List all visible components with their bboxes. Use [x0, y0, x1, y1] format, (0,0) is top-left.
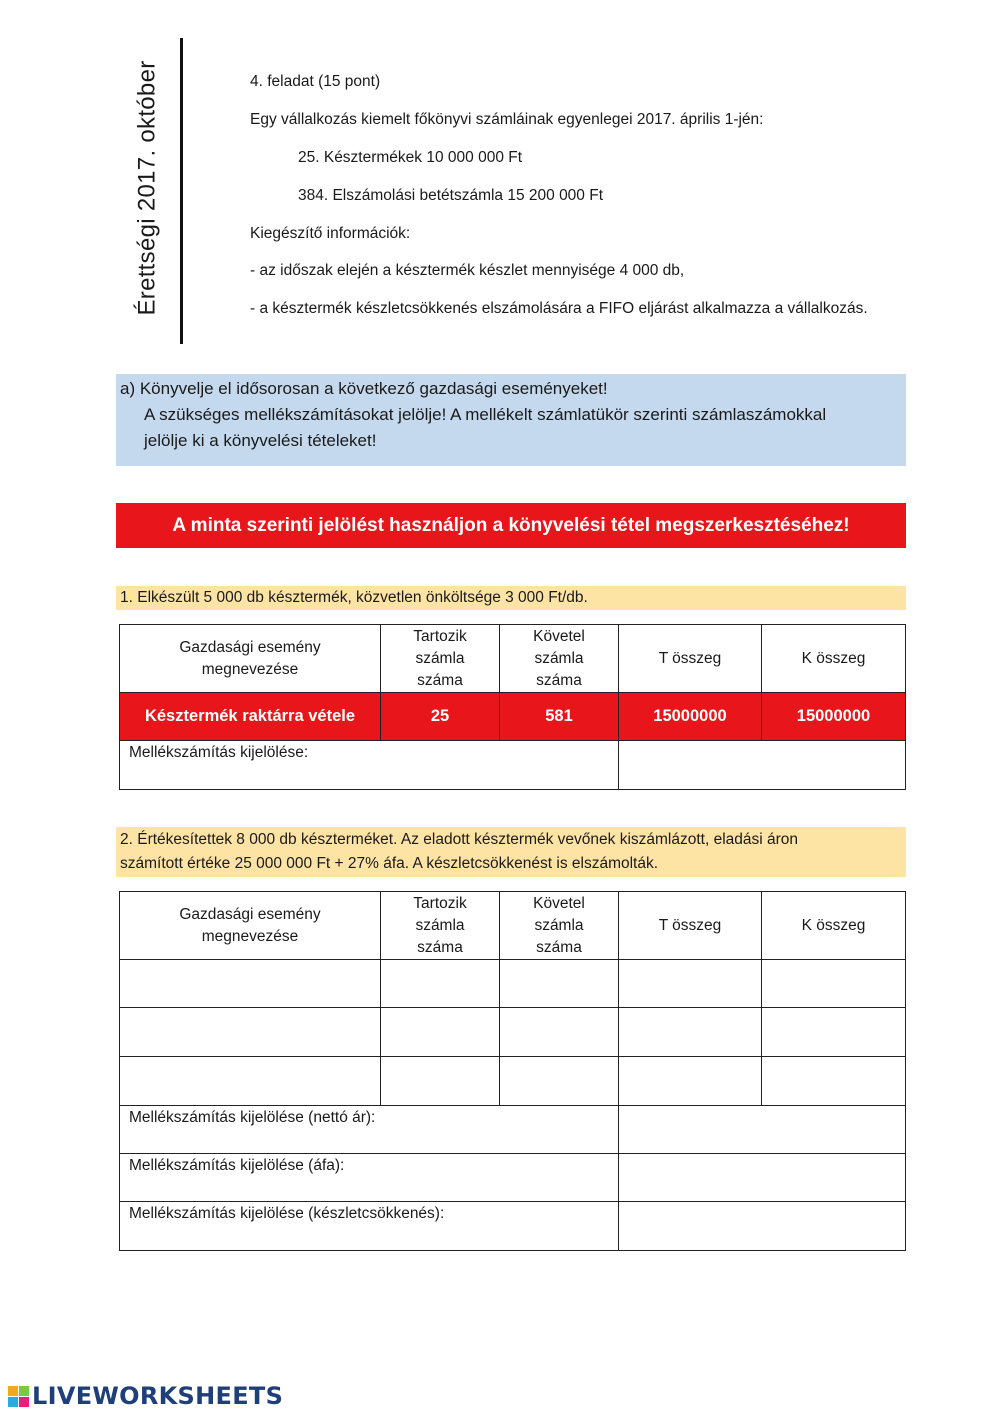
- header-event: Gazdasági esemény megnevezése: [120, 892, 381, 960]
- ledger-table-1: [119, 624, 906, 790]
- side-title: [128, 42, 168, 334]
- example-credit-amount: 15000000: [762, 693, 906, 741]
- example-debit-amount: 15000000: [619, 693, 762, 741]
- entry-row: [120, 1008, 906, 1057]
- example-row: [120, 693, 906, 741]
- event-input-cell[interactable]: [120, 1057, 381, 1106]
- debit-amount-input-cell[interactable]: [619, 1057, 762, 1106]
- balance-item: 384. Elszámolási betétszámla 15 200 000 Ft: [298, 187, 604, 204]
- credit-account-input-cell[interactable]: [500, 1008, 619, 1057]
- example-debit-account: 25: [381, 693, 500, 741]
- logo-text: LIVEWORKSHEETS: [32, 1382, 284, 1410]
- credit-amount-input-cell[interactable]: [762, 960, 906, 1008]
- credit-account-input-cell[interactable]: [500, 1057, 619, 1106]
- note-net-answer-field[interactable]: [619, 1106, 906, 1154]
- balance-item: 25. Késztermékek 10 000 000 Ft: [298, 149, 523, 166]
- instruction-line: a) Könyvelje el idősorosan a következő gazdasági eseményeket!: [120, 379, 608, 398]
- task-heading: 4. feladat (15 pont): [250, 73, 381, 90]
- header-event: Gazdasági esemény megnevezése: [120, 625, 381, 693]
- instruction-line: jelölje ki a könyvelési tételeket!: [144, 431, 377, 450]
- event-input-cell[interactable]: [120, 960, 381, 1008]
- task-2-line: számított értéke 25 000 000 Ft + 27% áfa. A készletcsökkenést is elszámolták.: [120, 855, 659, 872]
- event-input-cell[interactable]: [120, 1008, 381, 1057]
- ledger-table-2: [119, 891, 906, 1251]
- note-stock-answer-field[interactable]: [619, 1202, 906, 1251]
- header-debit-account: Tartozik számla száma: [381, 892, 500, 960]
- credit-account-input-cell[interactable]: [500, 960, 619, 1008]
- logo-blocks-icon: [8, 1386, 29, 1407]
- header-credit-account: Követel számla száma: [500, 625, 619, 693]
- debit-account-input-cell[interactable]: [381, 960, 500, 1008]
- header-debit-amount: T összeg: [619, 892, 762, 960]
- credit-amount-input-cell[interactable]: [762, 1008, 906, 1057]
- example-credit-account: 581: [500, 693, 619, 741]
- example-event: Késztermék raktárra vétele: [120, 693, 381, 741]
- side-title-text: Érettségi 2017. október: [134, 60, 161, 316]
- info-item: - a késztermék készletcsökkenés elszámolására a FIFO eljárást alkalmazza a vállalkozás.: [250, 300, 868, 317]
- note-answer-field[interactable]: [619, 741, 906, 790]
- liveworksheets-logo: [8, 1382, 283, 1410]
- entry-row: [120, 960, 906, 1008]
- entry-row: [120, 1057, 906, 1106]
- note-label-net: Mellékszámítás kijelölése (nettó ár):: [120, 1106, 619, 1154]
- side-divider: [180, 38, 183, 344]
- task-2-line: 2. Értékesítettek 8 000 db készterméket. Az eladott késztermék vevőnek kiszámlázott, eladási áron: [120, 831, 799, 848]
- task-1-text: 1. Elkészült 5 000 db késztermék, közvetlen önköltsége 3 000 Ft/db.: [116, 586, 906, 610]
- debit-account-input-cell[interactable]: [381, 1008, 500, 1057]
- note-label: Mellékszámítás kijelölése:: [120, 741, 619, 790]
- info-item: - az időszak elején a késztermék készlet mennyisége 4 000 db,: [250, 262, 685, 279]
- debit-account-input-cell[interactable]: [381, 1057, 500, 1106]
- note-vat-answer-field[interactable]: [619, 1154, 906, 1202]
- balances-intro: Egy vállalkozás kiemelt főkönyvi számláinak egyenlegei 2017. április 1-jén:: [250, 111, 764, 128]
- header-credit-account: Követel számla száma: [500, 892, 619, 960]
- header-debit-account: Tartozik számla száma: [381, 625, 500, 693]
- note-label-stock: Mellékszámítás kijelölése (készletcsökkenés):: [120, 1202, 619, 1251]
- header-credit-amount: K összeg: [762, 892, 906, 960]
- instruction-box: [116, 374, 906, 466]
- task-2-text: [116, 827, 906, 877]
- example-banner: A minta szerinti jelölést használjon a könyvelési tétel megszerkesztéséhez!: [116, 503, 906, 548]
- header-credit-amount: K összeg: [762, 625, 906, 693]
- instruction-line: A szükséges mellékszámításokat jelölje! A mellékelt számlatükör szerinti számlaszámokkal: [144, 405, 827, 424]
- extra-info-label: Kiegészítő információk:: [250, 225, 411, 242]
- debit-amount-input-cell[interactable]: [619, 1008, 762, 1057]
- header-debit-amount: T összeg: [619, 625, 762, 693]
- note-label-vat: Mellékszámítás kijelölése (áfa):: [120, 1154, 619, 1202]
- debit-amount-input-cell[interactable]: [619, 960, 762, 1008]
- credit-amount-input-cell[interactable]: [762, 1057, 906, 1106]
